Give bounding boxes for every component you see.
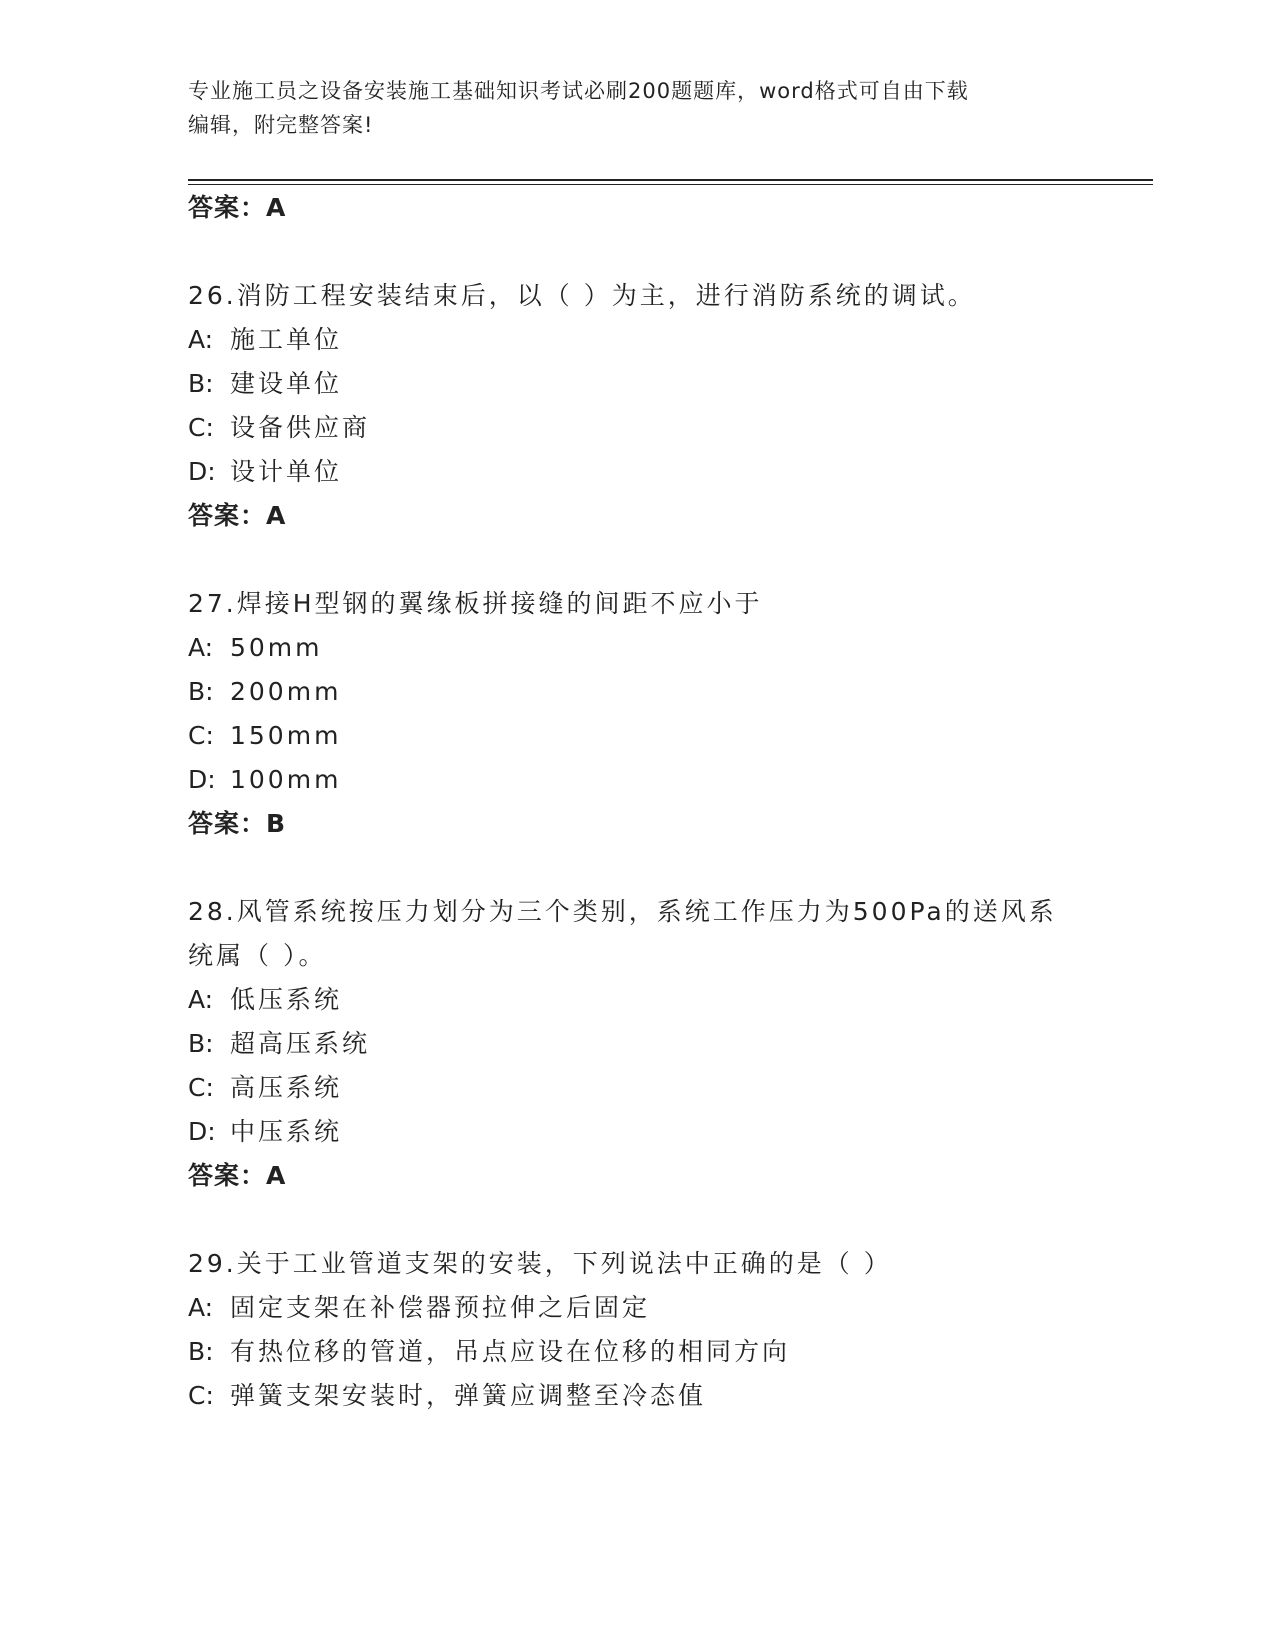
option-text: 固定支架在补偿器预拉伸之后固定	[230, 1293, 651, 1322]
option-letter: D:	[188, 457, 216, 486]
option-text: 弹簧支架安装时，弹簧应调整至冷态值	[230, 1381, 707, 1410]
option-row	[188, 720, 341, 752]
option-letter: B:	[188, 1337, 214, 1366]
question-stem-continued: 统属（ ）。	[188, 941, 327, 970]
question-stem: 29.关于工业管道支架的安装，下列说法中正确的是（ ）	[188, 1249, 892, 1278]
answer-label: 答案：A	[188, 501, 287, 530]
option-letter: C:	[188, 721, 214, 750]
option-letter: C:	[188, 413, 214, 442]
option-row	[188, 1336, 790, 1368]
option-row	[188, 1116, 342, 1148]
question-stem: 28.风管系统按压力划分为三个类别，系统工作压力为500Pa的送风系	[188, 897, 1057, 926]
option-row	[188, 412, 370, 444]
header-divider	[188, 179, 1153, 181]
option-row	[188, 632, 323, 664]
option-row	[188, 1072, 342, 1104]
option-row	[188, 984, 342, 1016]
option-letter: C:	[188, 1073, 214, 1102]
question-stem: 27.焊接H型钢的翼缘板拼接缝的间距不应小于	[188, 589, 763, 618]
option-text: 150mm	[230, 721, 342, 750]
answer-label: 答案：A	[188, 1161, 287, 1190]
option-letter: D:	[188, 765, 216, 794]
option-row	[188, 1380, 706, 1412]
option-text: 设备供应商	[230, 413, 371, 442]
option-letter: A:	[188, 985, 214, 1014]
header-line-2: 编辑，附完整答案!	[188, 113, 374, 137]
answer-label: 答案：B	[188, 809, 287, 838]
option-text: 200mm	[230, 677, 342, 706]
option-letter: A:	[188, 1293, 214, 1322]
option-row	[188, 764, 341, 796]
option-text: 超高压系统	[230, 1029, 371, 1058]
option-text: 设计单位	[230, 457, 343, 486]
question-stem: 26.消防工程安装结束后，以（ ）为主，进行消防系统的调试。	[188, 281, 976, 310]
option-letter: C:	[188, 1381, 214, 1410]
option-text: 有热位移的管道，吊点应设在位移的相同方向	[230, 1337, 791, 1366]
option-text: 施工单位	[230, 325, 343, 354]
answer-label: 答案：A	[188, 193, 287, 222]
option-letter: D:	[188, 1117, 216, 1146]
document-header	[188, 74, 1068, 142]
header-line-1: 专业施工员之设备安装施工基础知识考试必刷200题题库，word格式可自由下载	[188, 79, 969, 103]
option-row	[188, 676, 341, 708]
option-row	[188, 368, 342, 400]
option-letter: A:	[188, 633, 214, 662]
option-row	[188, 324, 342, 356]
option-letter: B:	[188, 1029, 214, 1058]
header-divider-thin	[188, 184, 1153, 185]
option-text: 高压系统	[230, 1073, 343, 1102]
option-row	[188, 1028, 370, 1060]
option-text: 低压系统	[230, 985, 343, 1014]
option-letter: B:	[188, 677, 214, 706]
option-text: 50mm	[230, 633, 323, 662]
option-row	[188, 456, 342, 488]
option-letter: B:	[188, 369, 214, 398]
option-letter: A:	[188, 325, 214, 354]
option-text: 中压系统	[230, 1117, 343, 1146]
option-text: 100mm	[230, 765, 342, 794]
option-row	[188, 1292, 650, 1324]
option-text: 建设单位	[230, 369, 343, 398]
